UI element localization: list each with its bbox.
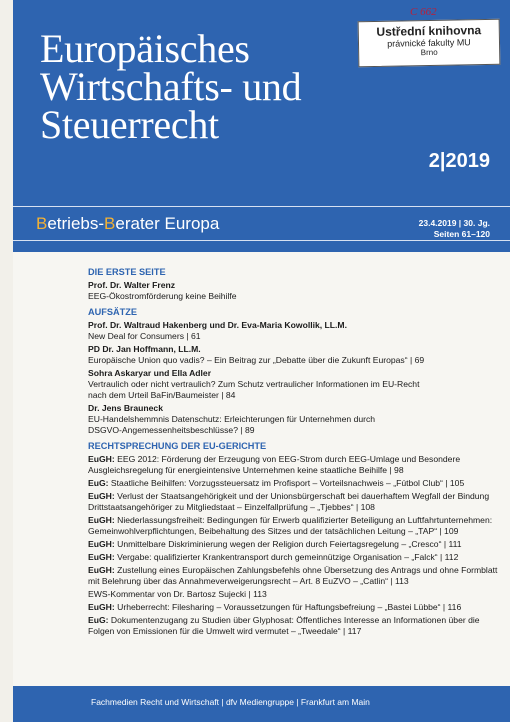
toc-entry: [88, 602, 503, 613]
entry-line: [88, 552, 503, 563]
journal-title: [40, 26, 302, 147]
entry-title: Verlust der Staatsangehörigkeit und der Unionsbürgerschaft bei dauerhaftem Wegfall der Bindung: [114, 491, 490, 501]
series-letter-b2: B: [104, 214, 116, 233]
entry-line: [88, 491, 503, 502]
series-word-1: etriebs-: [47, 214, 105, 233]
series-letter-b1: B: [36, 214, 48, 233]
entry-title: EEG 2012: Förderung der Erzeugung von EEG-Strom durch EEG-Umlage und Besondere: [114, 454, 461, 464]
series-name: [36, 214, 219, 234]
header-rule-top: [13, 206, 510, 207]
toc-entry: [88, 515, 503, 537]
entry-court: EuGH:: [88, 515, 115, 525]
entry-line: [88, 602, 503, 613]
section-heading-erste-seite: DIE ERSTE SEITE: [88, 267, 166, 277]
entry-court: EuG:: [88, 615, 109, 625]
toc-entry: [88, 552, 503, 563]
section-heading-aufsaetze: AUFSÄTZE: [88, 307, 137, 317]
entry-title: EU-Handelshemmnis Datenschutz: Erleichterungen für Unternehmen durch: [88, 414, 376, 424]
entry-title: Europäische Union quo vadis? – Ein Beitrag zur „Debatte über die Zukunft Europas“ | 69: [88, 355, 425, 365]
toc-entry: [88, 403, 503, 436]
toc-entry: [88, 368, 503, 401]
toc-entry: [88, 539, 503, 550]
entry-line: [88, 478, 503, 489]
toc-entry: [88, 478, 503, 489]
entry-court: EuGH:: [88, 539, 115, 549]
entry-title: New Deal for Consumers | 61: [88, 331, 201, 341]
entry-title: nach dem Urteil BaFin/Baumeister | 84: [88, 390, 236, 400]
entry-title: Unmittelbare Diskriminierung wegen der Religion durch Feiertagsregelung – „Cresco“ | 111: [114, 539, 462, 549]
toc-entry: [88, 344, 503, 366]
toc-entry: [88, 565, 503, 587]
handwritten-note: C 662: [410, 6, 437, 18]
entry-title: Urheberrecht: Filesharing – Voraussetzungen für Haftungsbefreiung – „Bastei Lübbe“ | 116: [114, 602, 462, 612]
entry-title: Gemeinwohlverpflichtungen, Beibehaltung des Sitzes und der tatsächlichen Leitung – „TAP“ | 109: [88, 526, 459, 536]
entry-court: EuG:: [88, 478, 109, 488]
toc-entry: [88, 320, 503, 342]
entry-author: Prof. Dr. Walter Frenz: [88, 280, 176, 290]
journal-title-line-1: Europäisches: [40, 26, 250, 71]
entry-title: Ausgleichsregelung für energieintensive Unternehmen keine staatliche Beihilfe | 98: [88, 465, 404, 475]
stamp-line-2: právnické fakulty MU: [387, 37, 471, 49]
entry-title: Niederlassungsfreiheit: Bedingungen für Erwerb qualifizierter Beteiligung an Luftfahrtunternehmen:: [114, 515, 493, 525]
issue-pages: Seiten 61–120: [433, 229, 490, 239]
entry-title: EEG-Ökostromförderung keine Beihilfe: [88, 291, 237, 301]
entry-line: [88, 615, 503, 626]
entry-line: [88, 515, 503, 526]
journal-title-line-3: Steuerrecht: [40, 102, 219, 147]
entry-title: Staatliche Beihilfen: Vorzugssteuersatz im Profisport – Vorteilsnachweis – „Fútbol Club“ | 105: [108, 478, 465, 488]
entry-author: Prof. Dr. Waltraud Hakenberg und Dr. Eva-Maria Kowollik, LL.M.: [88, 320, 347, 330]
issue-meta: [419, 218, 490, 240]
toc-entry: [88, 491, 503, 513]
section-heading-rechtsprechung: RECHTSPRECHUNG DER EU-GERICHTE: [88, 441, 267, 451]
entry-author: Sohra Askaryar und Ella Adler: [88, 368, 212, 378]
entry-title: Zustellung eines Europäischen Zahlungsbefehls ohne Übersetzung des Antrags und ohne Formblatt: [114, 565, 498, 575]
entry-title: Folgen von Emissionen für die Umwelt wird vermutet – „Tweedale“ | 117: [88, 626, 362, 636]
entry-title: Drittstaatsangehöriger zu Mitgliedstaat – Einzelfallprüfung – „Tjebbes“ | 108: [88, 502, 375, 512]
stamp-line-1: Ustřední knihovna: [376, 23, 482, 39]
entry-title: DSGVO-Angemessenheitsbeschlüsse? | 89: [88, 425, 255, 435]
issue-number: 2|2019: [428, 150, 490, 172]
entry-title: Vergabe: qualifizierter Krankentransport durch gemeinnützige Organisation – „Falck“ | 112: [114, 552, 459, 562]
entry-court: EuGH:: [88, 602, 115, 612]
stamp-line-3: Brno: [420, 47, 438, 58]
entry-court: EuGH:: [88, 491, 115, 501]
entry-line: [88, 565, 503, 576]
toc-entry: [88, 280, 503, 302]
page-margin: [0, 0, 13, 722]
entry-court: EuGH:: [88, 565, 115, 575]
entry-court: EuGH:: [88, 552, 115, 562]
entry-title: Vertraulich oder nicht vertraulich? Zum Schutz vertraulicher Informationen im EU-Recht: [88, 379, 420, 389]
journal-title-line-2: Wirtschafts- und: [40, 64, 302, 109]
header-rule-bottom: [13, 240, 510, 241]
entry-title: Dokumentenzugang zu Studien über Glyphosat: Öffentliches Interesse an Informationen über die: [108, 615, 480, 625]
toc-entry: [88, 615, 503, 637]
toc-entry: [88, 454, 503, 476]
entry-title: mit Belehrung über das Annahmeverweigerungsrecht – Art. 8 EuZVO – „Catlin“ | 113: [88, 576, 409, 586]
series-word-2: erater Europa: [115, 214, 220, 233]
entry-author: PD Dr. Jan Hoffmann, LL.M.: [88, 344, 201, 354]
issue-date-volume: 23.4.2019 | 30. Jg.: [418, 218, 490, 228]
toc-entry: [88, 589, 503, 600]
entry-court: EuGH:: [88, 454, 115, 464]
library-stamp: [358, 19, 501, 67]
entry-line: [88, 539, 503, 550]
table-of-contents: [88, 262, 503, 639]
entry-title: EWS-Kommentar von Dr. Bartosz Sujecki | 113: [88, 589, 267, 599]
entry-line: [88, 454, 503, 465]
publisher-line: Fachmedien Recht und Wirtschaft | dfv Mediengruppe | Frankfurt am Main: [91, 697, 370, 707]
entry-author: Dr. Jens Brauneck: [88, 403, 163, 413]
footer-band: [13, 686, 510, 722]
